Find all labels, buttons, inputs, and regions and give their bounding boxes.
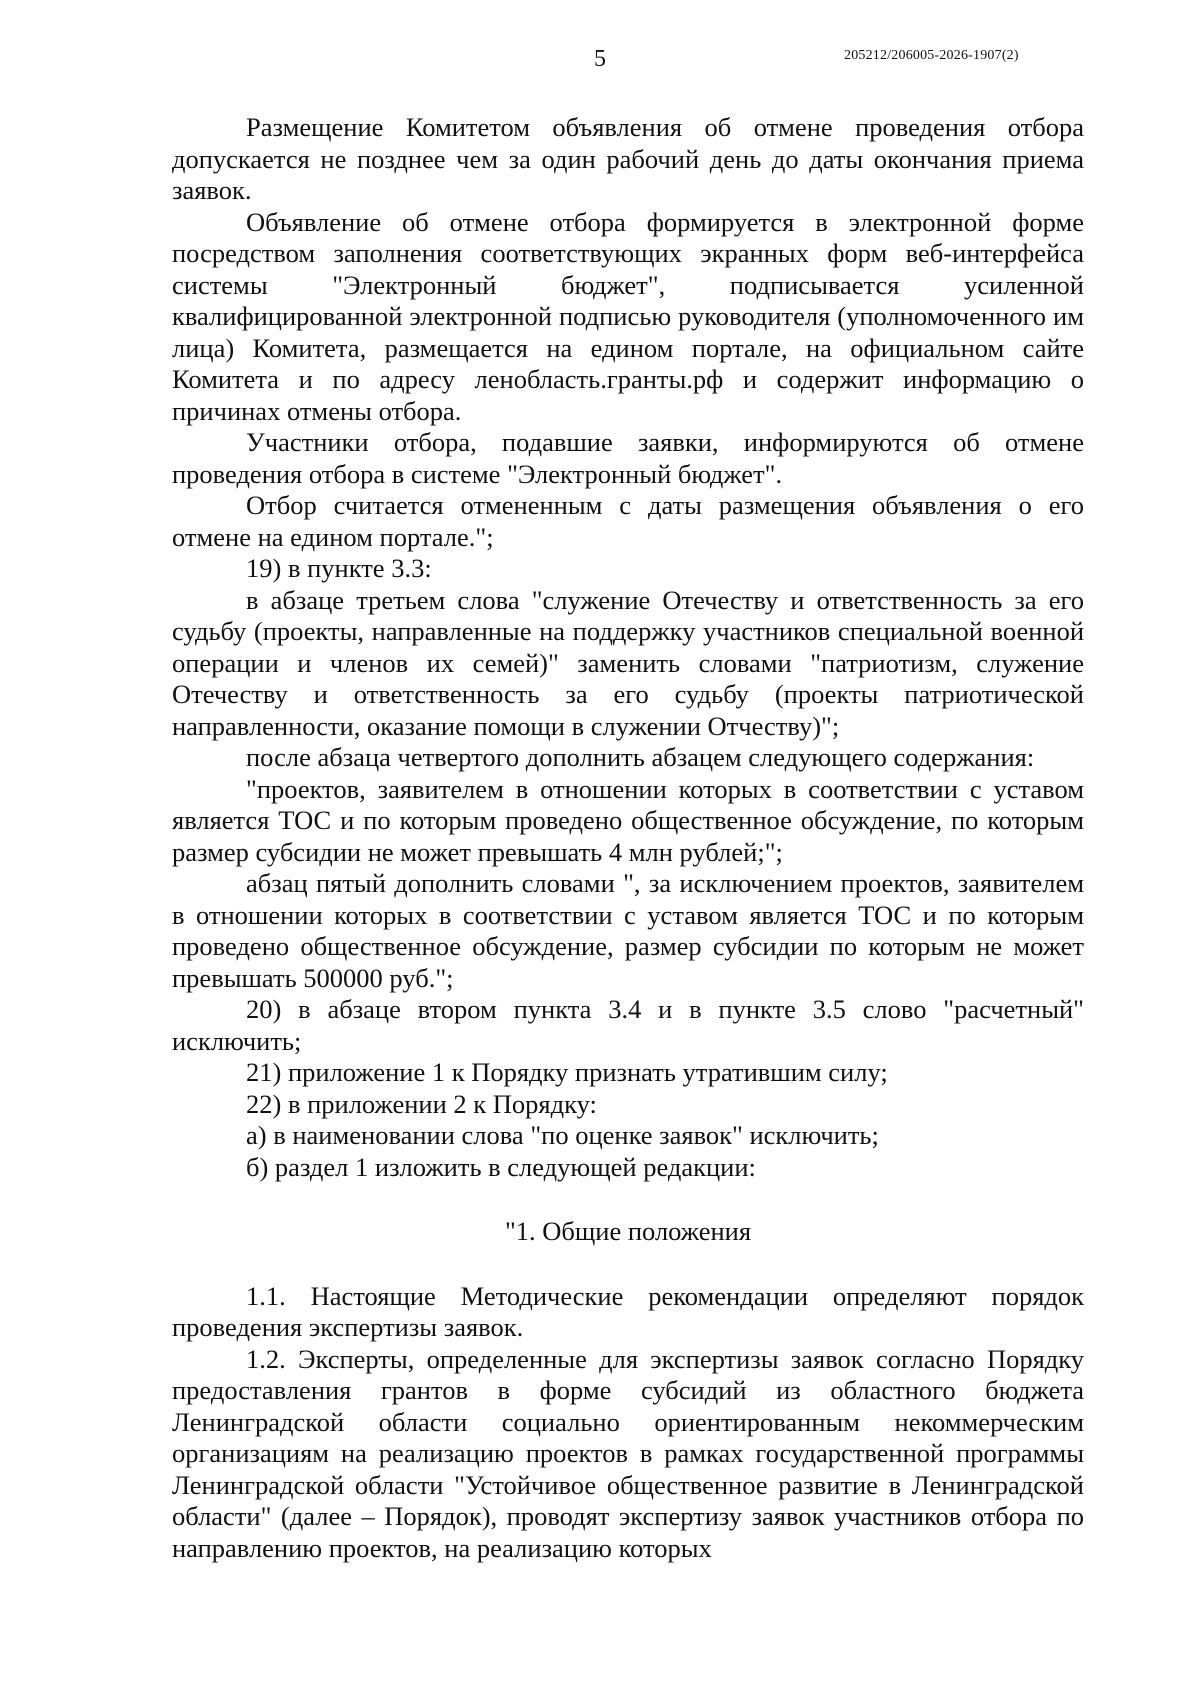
paragraph: 20) в абзаце втором пункта 3.4 и в пункте 3.5 слово "расчетный" исключить; — [172, 994, 1084, 1056]
paragraph: абзац пятый дополнить словами ", за исключением проектов, заявителем в отношении которых в соответствии с уставом является ТОС и по которым проведено общественное обсуждение, размер субсидии по которым не может превышать 500000 руб."; — [172, 868, 1084, 993]
paragraph: 1.1. Настоящие Методические рекомендации определяют порядок проведения экспертизы заявок. — [172, 1280, 1084, 1342]
paragraph: 19) в пункте 3.3: — [246, 553, 432, 583]
paragraph: Участники отбора, подавшие заявки, информируются об отмене проведения отбора в системе "Электронный бюджет". — [172, 427, 1084, 489]
paragraph: "проектов, заявителем в отношении которых в соответствии с уставом является ТОС и по которым проведено общественное обсуждение, по которым размер субсидии не может превышать 4 млн рублей;"; — [172, 773, 1084, 867]
paragraph: а) в наименовании слова "по оценке заявок" исключить; — [246, 1120, 879, 1150]
paragraph: Размещение Комитетом объявления об отмене проведения отбора допускается не позднее чем за один рабочий день до даты окончания приема заявок. — [172, 112, 1084, 205]
paragraph: 22) в приложении 2 к Порядку: — [246, 1088, 597, 1119]
document-code: 205212/206005-2026-1907(2) — [844, 48, 1019, 63]
section-heading: "1. Общие положения — [504, 1216, 752, 1246]
paragraph: в абзаце третьем слова "служение Отечеству и ответственность за его судьбу (проекты, направленные на поддержку участников специальной военной операции и членов их семей)" заменить словами "патриотизм, служение Отечеству и ответственность за его судьбу (проекты патриотической направленности, оказание помощи в служении Отчеству)"; — [172, 584, 1084, 741]
paragraph: 21) приложение 1 к Порядку признать утратившим силу; — [246, 1057, 888, 1087]
paragraph: 1.2. Эксперты, определенные для экспертизы заявок согласно Порядку предоставления грантов в форме субсидий из областного бюджета Ленинградской области социально ориентированным некоммерческим организациям на реализацию проектов в рамках государственной программы Ленинградской области "Устойчивое общественное развитие в Ленинградской области" (далее – Порядок), проводят экспертизу заявок участников отбора по направлению проектов, на реализацию которых — [172, 1343, 1084, 1563]
paragraph: после абзаца четвертого дополнить абзацем следующего содержания: — [246, 742, 1035, 772]
page-number: 5 — [594, 46, 606, 72]
document-body — [172, 112, 1084, 1564]
paragraph: б) раздел 1 изложить в следующей редакции: — [246, 1151, 756, 1182]
paragraph: Объявление об отмене отбора формируется в электронной форме посредством заполнения соответствующих экранных форм веб-интерфейса системы "Электронный бюджет", подписывается усиленной квалифицированной электронной подписью руководителя (уполномоченного им лица) Комитета, размещается на едином портале, на официальном сайте Комитета и по адресу ленобласть.гранты.рф и содержит информацию о причинах отмены отбора. — [172, 206, 1084, 426]
paragraph: Отбор считается отмененным с даты размещения объявления о его отмене на едином портале."; — [172, 490, 1084, 552]
